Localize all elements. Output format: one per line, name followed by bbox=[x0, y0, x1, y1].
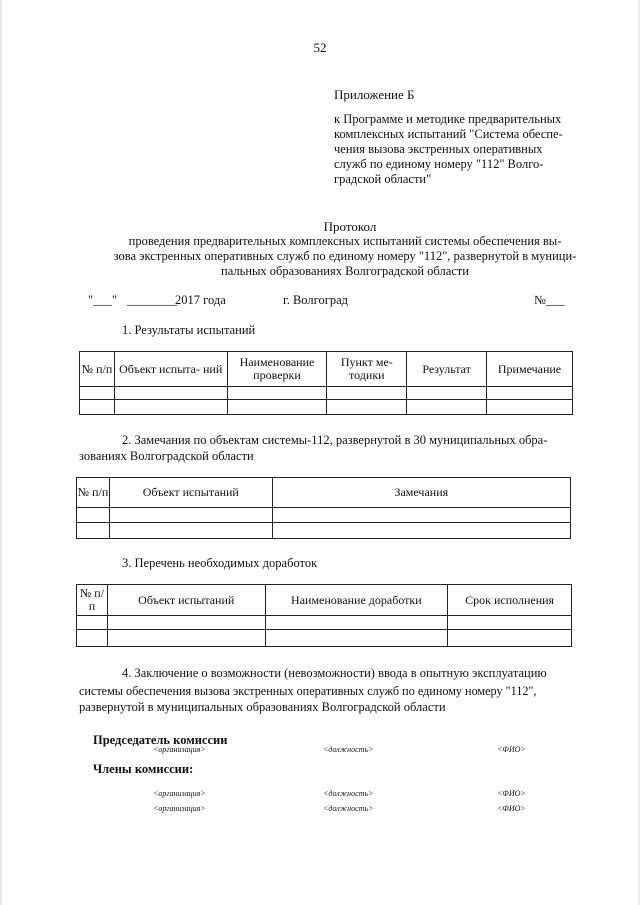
remarks-table bbox=[76, 477, 571, 539]
member2-org: <организация> bbox=[153, 804, 206, 813]
col-header: № п/п bbox=[80, 352, 115, 387]
members-title: Члены комиссии: bbox=[93, 762, 194, 776]
page-number: 52 bbox=[313, 40, 327, 55]
protocol-number: №___ bbox=[534, 293, 565, 307]
col-header: Объект испыта- ний bbox=[114, 352, 227, 387]
appendix-line: градской области" bbox=[334, 172, 432, 186]
protocol-title: Протокол bbox=[323, 219, 377, 234]
col-header: Пункт ме- тодики bbox=[327, 352, 407, 387]
col-header: № п/п bbox=[77, 585, 108, 616]
section2-heading-line2: зованиях Волгоградской области bbox=[79, 449, 254, 463]
member2-fio: <ФИО> bbox=[497, 804, 526, 813]
col-header: Срок исполнения bbox=[448, 585, 572, 616]
chairman-org: <организация> bbox=[153, 745, 206, 754]
col-header: Объект испытаний bbox=[107, 585, 265, 616]
results-table bbox=[79, 351, 573, 415]
chairman-position: <должность> bbox=[323, 745, 374, 754]
section2-heading-line1: 2. Замечания по объектам системы-112, развернутой в 30 муниципальных обра- bbox=[122, 433, 548, 447]
member1-fio: <ФИО> bbox=[497, 789, 526, 798]
appendix-line: комплексных испытаний "Система обеспе- bbox=[334, 127, 563, 141]
member1-org: <организация> bbox=[153, 789, 206, 798]
table-row bbox=[77, 523, 571, 539]
protocol-line: пальных образованиях Волгоградской области bbox=[221, 264, 469, 278]
col-header: № п/п bbox=[77, 478, 110, 508]
protocol-line: проведения предварительных комплексных испытаний системы обеспечения вы- bbox=[128, 234, 562, 248]
appendix-title: Приложение Б bbox=[334, 87, 415, 102]
table-row bbox=[80, 400, 573, 415]
table-row bbox=[77, 616, 572, 630]
col-header: Наименование доработки bbox=[265, 585, 448, 616]
col-header: Результат bbox=[407, 352, 487, 387]
table-row bbox=[80, 387, 573, 400]
chairman-title: Председатель комиссии bbox=[93, 733, 228, 747]
section1-heading: 1. Результаты испытаний bbox=[122, 323, 256, 337]
section4-line2: системы обеспечения вызова экстренных оперативных служб по единому номеру "112", bbox=[79, 684, 537, 698]
scan-left-edge bbox=[0, 0, 2, 905]
col-header: Замечания bbox=[272, 478, 570, 508]
city: г. Волгоград bbox=[283, 293, 348, 307]
date-year: 2017 года bbox=[175, 293, 226, 307]
date-day: "___" bbox=[88, 293, 117, 307]
section4-line1: 4. Заключение о возможности (невозможности) ввода в опытную эксплуатацию bbox=[122, 666, 547, 680]
protocol-line: зова экстренных оперативных служб по единому номеру "112", развернутой в муници- bbox=[113, 249, 577, 263]
table-row bbox=[77, 630, 572, 647]
col-header: Объект испытаний bbox=[109, 478, 272, 508]
appendix-line: чения вызова экстренных оперативных bbox=[334, 142, 543, 156]
col-header: Наименование проверки bbox=[227, 352, 327, 387]
table-row bbox=[77, 508, 571, 523]
section3-heading: 3. Перечень необходимых доработок bbox=[122, 556, 318, 570]
member2-position: <должность> bbox=[323, 804, 374, 813]
protocol-subtitle bbox=[110, 234, 580, 279]
appendix-text bbox=[334, 112, 584, 187]
appendix-line: служб по единому номеру "112" Волго- bbox=[334, 157, 544, 171]
appendix-line: к Программе и методике предварительных bbox=[334, 112, 562, 126]
section4-line3: развернутой в муниципальных образованиях Волгоградской области bbox=[79, 700, 446, 714]
date-month: ________ bbox=[127, 293, 177, 307]
col-header: Примечание bbox=[487, 352, 573, 387]
improvements-table bbox=[76, 584, 572, 647]
chairman-fio: <ФИО> bbox=[497, 745, 526, 754]
member1-position: <должность> bbox=[323, 789, 374, 798]
